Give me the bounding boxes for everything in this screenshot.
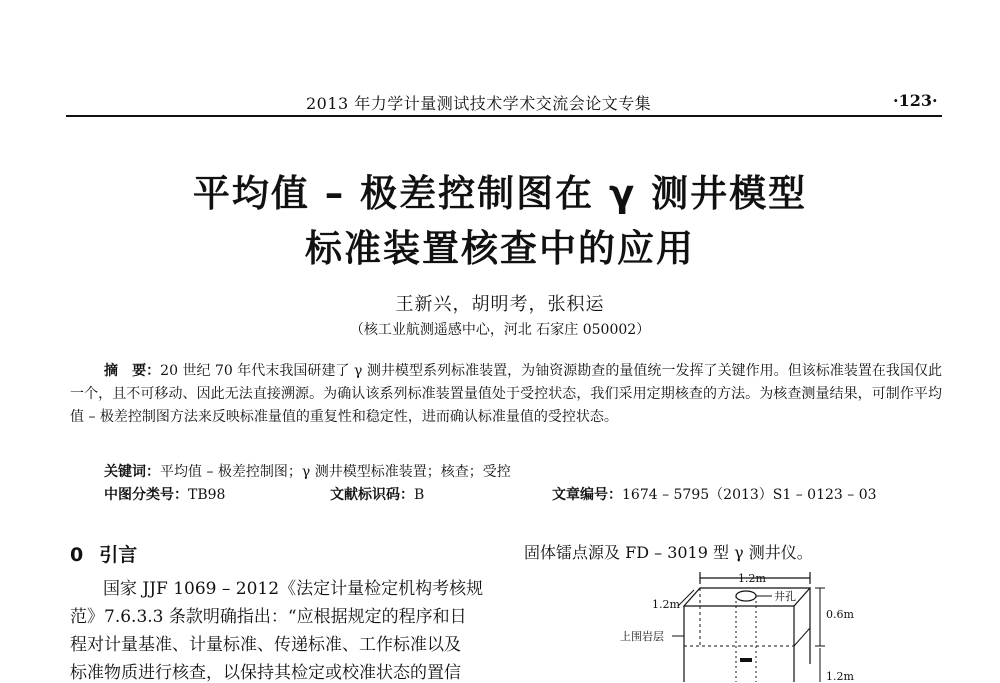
clc-number (104, 484, 225, 504)
body-line: 程对计量基准、计量标准、传递标准、工作标准以及 (70, 635, 461, 655)
header-rule (66, 115, 942, 117)
document-code (330, 484, 424, 504)
height-label: 0.6m (826, 608, 854, 621)
width-label: 1.2m (738, 572, 766, 585)
keywords-label: 关键词： (104, 464, 160, 480)
layer-boundary-side (794, 628, 810, 646)
article-number-label: 文章编号： (552, 487, 622, 503)
clc-label: 中图分类号： (104, 487, 188, 503)
well-label: 井孔 (774, 590, 796, 603)
paper-title-line-1: 平均值 – 极差控制图在 γ 测井模型 (192, 172, 808, 215)
lower-height-label: 1.2m (826, 670, 854, 682)
section-number: 0 (70, 544, 84, 566)
document-code-label: 文献标识码： (330, 487, 414, 503)
keywords (104, 461, 942, 484)
article-number-value: 1674 – 5795（2013）S1 – 0123 – 03 (622, 487, 877, 503)
page-number: ·123· (893, 91, 938, 110)
body-line: 国家 JJF 1069 – 2012《法定计量检定机构考核规 (103, 579, 484, 599)
keywords-text: 平均值 – 极差控制图；γ 测井模型标准装置；核查；受控 (160, 464, 511, 480)
clc-value: TB98 (188, 487, 226, 503)
section-heading (70, 540, 137, 567)
affiliation: （核工业航测遥感中心，河北 石家庄 050002） (349, 322, 651, 338)
running-header-title: 2013 年力学计量测试技术学术交流会论文专集 (306, 94, 652, 113)
body-line: 标准物质进行核查，以保持其检定或校准状态的置信 (70, 663, 461, 683)
article-number (552, 484, 877, 504)
abstract-label: 摘 要： (104, 363, 161, 379)
document-code-value: B (414, 487, 425, 503)
paper-title-line-2: 标准装置核查中的应用 (305, 227, 695, 270)
model-diagram (620, 566, 890, 682)
well-hole-ellipse (736, 591, 756, 601)
right-column-text: 固体镭点源及 FD – 3019 型 γ 测井仪。 (524, 543, 813, 562)
well-marker (740, 658, 752, 662)
authors: 王新兴，胡明考，张积运 (395, 294, 605, 315)
left-dimension-label: 1.2m (652, 598, 680, 611)
section-title: 引言 (99, 544, 138, 566)
abstract (70, 360, 942, 429)
abstract-text: 20 世纪 70 年代末我国研建了 γ 测井模型系列标准装置，为铀资源勘查的量值统一发挥了关键作用。但该标准装置在我国仅此一个，且不可移动、因此无法直接溯源。为确认该系列标准装置量值处于受控状态，我们采用定期核查的方法。为核查测量结果，可制作平均值 – 极差控制图方法来反映标准量值的重复性和稳定性，进而确认标准量值的受控状态。 (70, 363, 943, 425)
layer-label: 上围岩层 (620, 630, 664, 643)
body-line: 范》7.6.3.3 条款明确指出：“应根据规定的程序和日 (70, 607, 467, 627)
